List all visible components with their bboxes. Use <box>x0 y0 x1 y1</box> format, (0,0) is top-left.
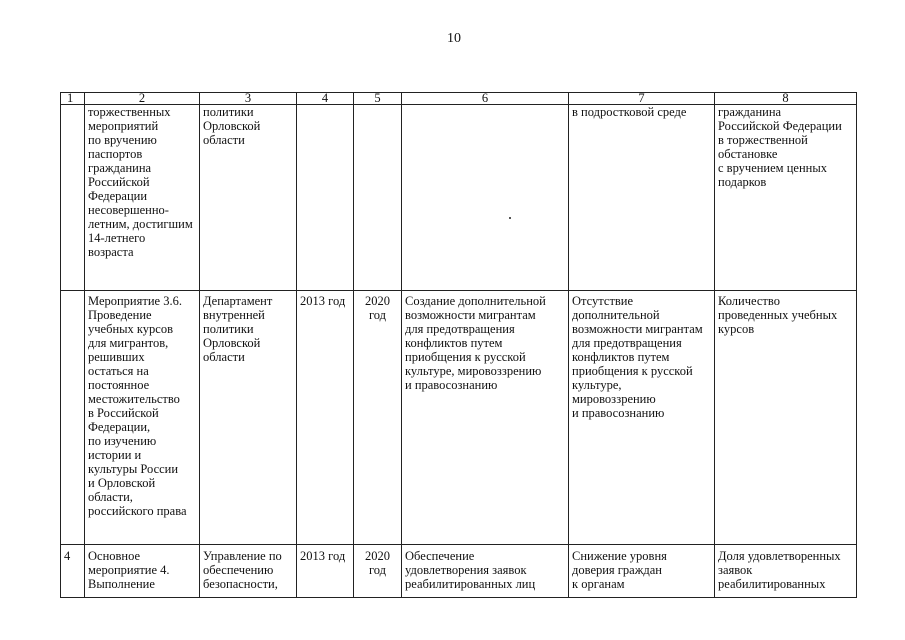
cell-executor: Управление по обеспечению безопасности, <box>200 545 297 598</box>
cell-expected-result: Создание дополнительной возможности мигрантам для предотвращения конфликтов путем приобщения к русской культуре, мировоззрению и правосознанию <box>402 291 569 545</box>
cell-number: 4 <box>61 545 85 598</box>
header-cell: 5 <box>354 93 402 105</box>
cell-executor: Департамент внутренней политики Орловской области <box>200 291 297 545</box>
header-cell: 6 <box>402 93 569 105</box>
header-cell: 7 <box>569 93 715 105</box>
cell-end-year: 2020 год <box>354 291 402 545</box>
table-row <box>61 545 857 598</box>
cell-number <box>61 291 85 545</box>
table-row <box>61 105 857 291</box>
cell-indicator: Доля удовлетворенных заявок реабилитированных <box>715 545 857 598</box>
header-cell: 8 <box>715 93 857 105</box>
page-number: 10 <box>447 31 461 46</box>
cell-indicator: Количество проведенных учебных курсов <box>715 291 857 545</box>
cell-end-year <box>354 105 402 291</box>
cell-start-year: 2013 год <box>297 291 354 545</box>
cell-consequences: Отсутствие дополнительной возможности мигрантам для предотвращения конфликтов путем приобщения к русской культуре, мировоззрению и правосознанию <box>569 291 715 545</box>
cell-start-year <box>297 105 354 291</box>
cell-expected-result <box>402 105 569 291</box>
cell-event-name: торжественных мероприятий по вручению паспортов гражданина Российской Федерации несовершенно- летним, достигшим 14-летнего возраста <box>85 105 200 291</box>
cell-end-year: 2020 год <box>354 545 402 598</box>
program-table <box>60 92 857 598</box>
cell-event-name: Основное мероприятие 4. Выполнение <box>85 545 200 598</box>
cell-indicator: гражданина Российской Федерации в торжественной обстановке с вручением ценных подарков <box>715 105 857 291</box>
cell-consequences: в подростковой среде <box>569 105 715 291</box>
cell-consequences: Снижение уровня доверия граждан к органам <box>569 545 715 598</box>
cell-event-name: Мероприятие 3.6. Проведение учебных курсов для мигрантов, решивших остаться на постоянное местожительство в Российской Федерации, по изучению истории и культуры России и Орловской области, российского права <box>85 291 200 545</box>
cell-start-year: 2013 год <box>297 545 354 598</box>
scan-speck <box>509 217 511 219</box>
cell-executor: политики Орловской области <box>200 105 297 291</box>
header-cell: 3 <box>200 93 297 105</box>
header-cell: 2 <box>85 93 200 105</box>
header-cell: 1 <box>61 93 85 105</box>
cell-expected-result: Обеспечение удовлетворения заявок реабилитированных лиц <box>402 545 569 598</box>
cell-number <box>61 105 85 291</box>
table-row <box>61 291 857 545</box>
header-row <box>61 93 857 105</box>
header-cell: 4 <box>297 93 354 105</box>
